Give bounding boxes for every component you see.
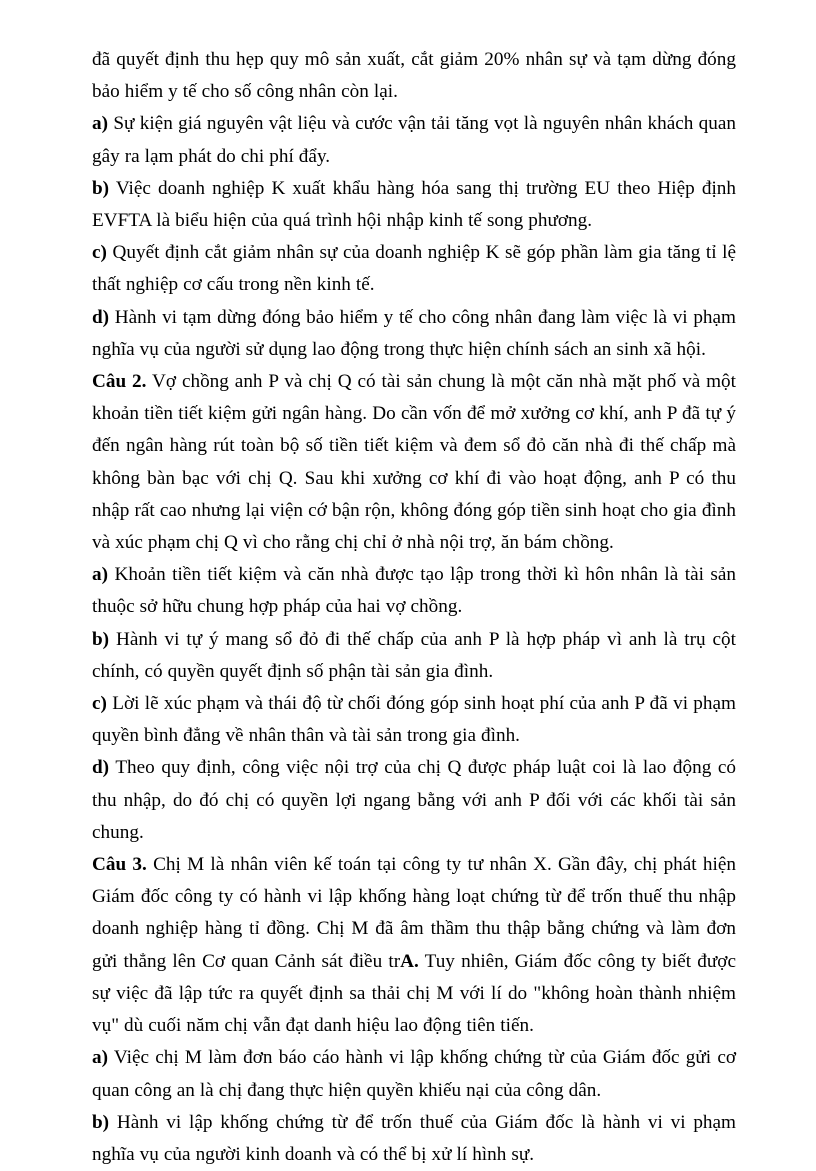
- paragraph-text: Vợ chồng anh P và chị Q có tài sản chung là một căn nhà mặt phố và một khoản tiền tiết kiệm gửi ngân hàng. Do cần vốn để mở xưởng cơ khí, anh P đã tự ý đến ngân hàng rút toàn bộ số tiền tiết kiệm và đem sổ đỏ căn nhà đi thế chấp mà không bàn bạc với chị Q. Sau khi xưởng cơ khí đi vào hoạt động, anh P có thu nhập rất cao nhưng lại viện cớ bận rộn, không đóng góp tiền sinh hoạt cho gia đình và xúc phạm chị Q vì cho rằng chị chỉ ở nhà nội trợ, ăn bám chồng.: [92, 371, 736, 554]
- paragraph-text: Hành vi tự ý mang sổ đỏ đi thế chấp của anh P là hợp pháp vì anh là trụ cột chính, có quyền quyết định số phận tài sản gia đình.: [92, 628, 736, 682]
- paragraph-text: Theo quy định, công việc nội trợ của chị Q được pháp luật coi là lao động có thu nhập, do đó chị có quyền lợi ngang bằng với anh P đối với các khối tài sản chung.: [92, 757, 736, 843]
- question-label-cau-2: Câu 2.: [92, 371, 147, 393]
- paragraph-2a: [92, 559, 736, 623]
- paragraph-1a: [92, 108, 736, 172]
- paragraph-2b: [92, 624, 736, 688]
- paragraph-text: Sự kiện giá nguyên vật liệu và cước vận tải tăng vọt là nguyên nhân khách quan gây ra lạm phát do chi phí đẩy.: [92, 113, 736, 167]
- document-body: [92, 44, 736, 1171]
- question-label-cau-3: Câu 3.: [92, 854, 147, 876]
- paragraph-label: a): [92, 1047, 109, 1069]
- inline-bold-marker: A.: [400, 950, 419, 972]
- paragraph-text: Việc doanh nghiệp K xuất khẩu hàng hóa sang thị trường EU theo Hiệp định EVFTA là biểu hiện của quá trình hội nhập kinh tế song phương.: [92, 177, 736, 232]
- paragraph-label: b): [92, 628, 110, 650]
- paragraph-cau-3: [92, 849, 736, 1042]
- paragraph-3b: [92, 1107, 736, 1171]
- paragraph-continuation: [92, 44, 736, 108]
- paragraph-label: d): [92, 306, 110, 328]
- paragraph-label: b): [92, 177, 110, 199]
- paragraph-text: Việc chị M làm đơn báo cáo hành vi lập khống chứng từ của Giám đốc gửi cơ quan công an là chị đang thực hiện quyền khiếu nại của công dân.: [92, 1047, 737, 1101]
- paragraph-text: Quyết định cắt giảm nhân sự của doanh nghiệp K sẽ góp phần làm gia tăng tỉ lệ thất nghiệp cơ cấu trong nền kinh tế.: [92, 242, 737, 296]
- paragraph-label: c): [92, 693, 107, 715]
- paragraph-label: c): [92, 242, 107, 264]
- paragraph-1c: [92, 237, 736, 301]
- paragraph-text-part-1: Chị M là nhân viên kế toán tại công ty tư nhân X. Gần đây, chị phát hiện Giám đốc công ty có hành vi lập khống hàng loạt chứng từ để trốn thuế thu nhập doanh nghiệp hàng tỉ đồng. Chị M đã âm thầm thu thập bằng chứng và làm đơn gửi thẳng lên Cơ quan Cảnh sát điều tr: [92, 854, 736, 972]
- paragraph-cau-2: [92, 366, 736, 559]
- paragraph-1d: [92, 302, 736, 366]
- paragraph-text-part-2: Tuy nhiên, Giám đốc công ty biết được sự việc đã lập tức ra quyết định sa thải chị M với lí do "không hoàn thành nhiệm vụ" dù cuối năm chị vẫn đạt danh hiệu lao động tiên tiến.: [92, 950, 736, 1037]
- paragraph-1b: [92, 173, 736, 237]
- paragraph-label: a): [92, 113, 109, 135]
- paragraph-text: Hành vi tạm dừng đóng bảo hiểm y tế cho công nhân đang làm việc là vi phạm nghĩa vụ của người sử dụng lao động trong thực hiện chính sách an sinh xã hội.: [92, 306, 736, 360]
- paragraph-text: đã quyết định thu hẹp quy mô sản xuất, cắt giảm 20% nhân sự và tạm dừng đóng bảo hiểm y tế cho số công nhân còn lại.: [92, 49, 736, 103]
- paragraph-3a: [92, 1042, 736, 1106]
- paragraph-2c: [92, 688, 736, 752]
- paragraph-label: b): [92, 1111, 110, 1133]
- paragraph-text: Khoản tiền tiết kiệm và căn nhà được tạo lập trong thời kì hôn nhân là tài sản thuộc sở hữu chung hợp pháp của hai vợ chồng.: [92, 564, 736, 618]
- paragraph-label: d): [92, 757, 110, 779]
- paragraph-2d: [92, 752, 736, 849]
- paragraph-text: Hành vi lập khống chứng từ để trốn thuế của Giám đốc là hành vi vi phạm nghĩa vụ của người kinh doanh và có thể bị xử lí hình sự.: [92, 1111, 736, 1165]
- paragraph-label: a): [92, 564, 109, 586]
- paragraph-text: Lời lẽ xúc phạm và thái độ từ chối đóng góp sinh hoạt phí của anh P đã vi phạm quyền bình đẳng về nhân thân và tài sản trong gia đình.: [92, 693, 736, 747]
